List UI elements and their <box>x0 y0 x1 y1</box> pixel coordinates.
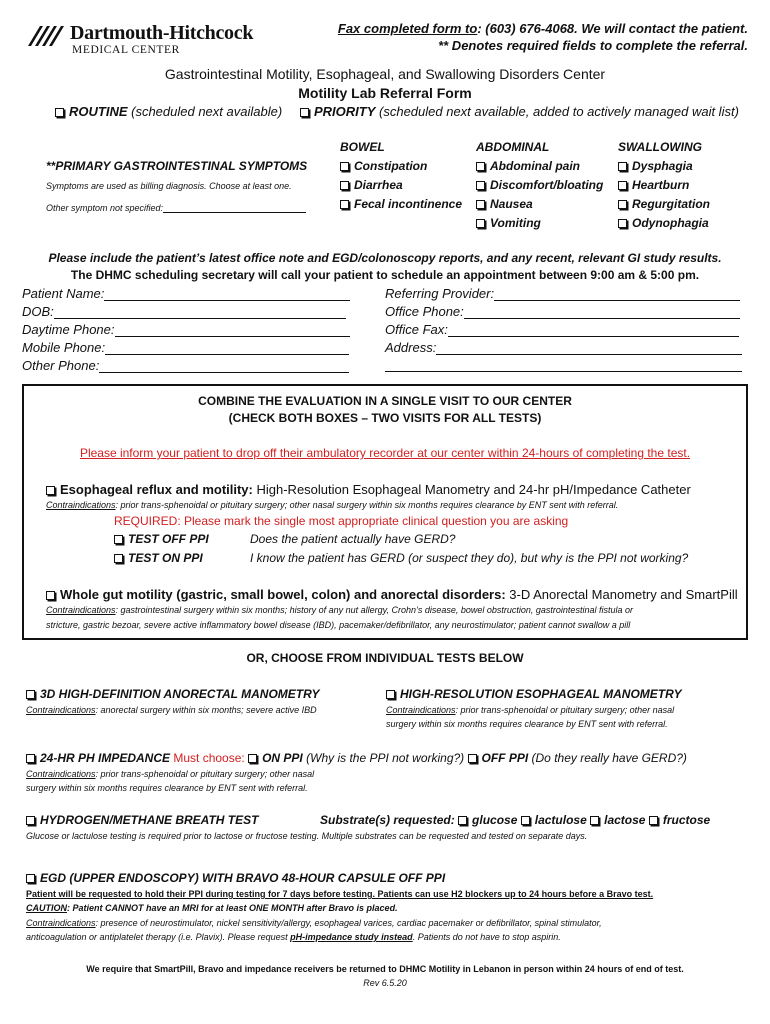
checkbox[interactable] <box>26 816 35 825</box>
checkbox[interactable] <box>618 200 627 209</box>
reflux-checkbox[interactable] <box>46 486 55 495</box>
dob-field[interactable]: DOB: <box>22 304 346 319</box>
address-field[interactable]: Address: <box>385 340 742 355</box>
symptoms-heading: **PRIMARY GASTROINTESTINAL SYMPTOMS <box>46 159 308 173</box>
combined-title: COMBINE THE EVALUATION IN A SINGLE VISIT TO OUR CENTER <box>198 394 572 408</box>
checkbox[interactable] <box>476 219 485 228</box>
checkbox[interactable] <box>26 690 35 699</box>
substrate-label: Substrate(s) requested: <box>320 813 455 827</box>
footer-note: We require that SmartPill, Bravo and impedance receivers be returned to DHMC Motility in Lebanon in person within 24 hours of end of test. <box>86 964 684 974</box>
esophageal-contraindications-2: surgery within six months requires clearance by ENT sent with referral. <box>386 719 668 729</box>
priority-option[interactable] <box>300 104 739 119</box>
individual-heading: OR, CHOOSE FROM INDIVIDUAL TESTS BELOW <box>246 651 524 665</box>
swallowing-option[interactable]: Heartburn <box>618 178 689 192</box>
egd-option[interactable]: EGD (UPPER ENDOSCOPY) WITH BRAVO 48-HOUR CAPSULE OFF PPI <box>26 871 445 885</box>
other-symptom-field[interactable] <box>163 200 306 213</box>
checkbox[interactable] <box>476 200 485 209</box>
input-line[interactable] <box>105 342 349 355</box>
dhmc-logo-mark <box>26 24 68 48</box>
swallowing-option[interactable]: Regurgitation <box>618 197 710 211</box>
breath-test-option[interactable]: HYDROGEN/METHANE BREATH TEST <box>26 813 258 827</box>
off-ppi-question: Does the patient actually have GERD? <box>250 532 456 546</box>
bowel-option[interactable]: Constipation <box>340 159 427 173</box>
ph-contraindications: Contraindications: prior trans-sphenoidal or pituitary surgery; other nasal <box>26 769 315 779</box>
fructose-checkbox[interactable] <box>649 816 658 825</box>
required-question: REQUIRED: Please mark the single most appropriate clinical question you are asking <box>114 514 569 528</box>
anorectal-option[interactable]: 3D HIGH-DEFINITION ANORECTAL MANOMETRY <box>26 687 320 701</box>
address-line-2[interactable] <box>385 359 742 372</box>
must-choose-label: Must choose: <box>173 751 245 765</box>
abdominal-option[interactable]: Abdominal pain <box>476 159 580 173</box>
breath-note: Glucose or lactulose testing is required prior to lactose or fructose testing. Multiple substrates can be requested and tested on separate days. <box>26 831 588 841</box>
reflux-option[interactable] <box>46 482 691 497</box>
checkbox[interactable] <box>340 200 349 209</box>
reflux-desc: High-Resolution Esophageal Manometry and 24-hr pH/Impedance Catheter <box>252 482 691 497</box>
priority-label: PRIORITY <box>314 104 376 119</box>
abdominal-option[interactable]: Vomiting <box>476 216 541 230</box>
input-line[interactable] <box>115 324 350 337</box>
ph-impedance-option[interactable]: 24-HR PH IMPEDANCE Must choose: ON PPI (Why is the PPI not working?) OFF PPI (Do they really have GERD?) <box>26 751 687 765</box>
whole-gut-contraindications: Contraindications: gastrointestinal surgery within six months; history of any nut allergy, Crohn’s disease, bowel obstruction, gastrointestinal fistula or <box>46 605 633 615</box>
checkbox[interactable] <box>340 181 349 190</box>
swallowing-option[interactable]: Dysphagia <box>618 159 693 173</box>
other-symptom-label: Other symptom not specified: <box>46 203 164 213</box>
bowel-header: BOWEL <box>340 140 385 154</box>
other-symptom[interactable] <box>46 200 306 213</box>
checkbox[interactable] <box>618 219 627 228</box>
checkbox[interactable] <box>618 181 627 190</box>
input-line[interactable] <box>54 306 346 319</box>
routine-label: ROUTINE <box>69 104 128 119</box>
esophageal-contraindications: Contraindications: prior trans-sphenoidal or pituitary surgery; other nasal <box>386 705 675 715</box>
fax-note <box>338 21 748 36</box>
ph-on-ppi-checkbox[interactable] <box>248 754 257 763</box>
reflux-contraindications: Contraindications: prior trans-sphenoidal or pituitary surgery; other nasal surgery within six months requires clearance by ENT sent with referral. <box>46 500 619 510</box>
abdominal-option[interactable]: Discomfort/bloating <box>476 178 603 192</box>
input-line[interactable] <box>448 324 739 337</box>
whole-gut-desc: 3-D Anorectal Manometry and SmartPill <box>505 587 738 602</box>
esophageal-manometry-option[interactable]: HIGH-RESOLUTION ESOPHAGEAL MANOMETRY <box>386 687 682 701</box>
caution-note: CAUTION: Patient CANNOT have an MRI for at least ONE MONTH after Bravo is placed. <box>26 903 398 913</box>
priority-note: (scheduled next available, added to actively managed wait list) <box>375 104 739 119</box>
other-phone-field[interactable]: Other Phone: <box>22 358 349 373</box>
bowel-option[interactable]: Fecal incontinence <box>340 197 462 211</box>
combined-subtitle: (CHECK BOTH BOXES – TWO VISITS FOR ALL TESTS) <box>228 411 542 425</box>
off-ppi-option[interactable]: TEST OFF PPI <box>114 532 209 546</box>
referring-provider-field[interactable]: Referring Provider: <box>385 286 740 301</box>
office-fax-field[interactable]: Office Fax: <box>385 322 739 337</box>
fax-rest: : (603) 676-4068. We will contact the patient. <box>477 21 748 36</box>
whole-gut-label: Whole gut motility (gastric, small bowel, colon) and anorectal disorders: <box>60 587 506 602</box>
form-title: Motility Lab Referral Form <box>298 85 472 101</box>
routine-option[interactable] <box>55 104 282 119</box>
routine-note: (scheduled next available) <box>127 104 283 119</box>
on-ppi-question: I know the patient has GERD (or suspect they do), but why is the PPI not working? <box>250 551 689 565</box>
egd-note: Patient will be requested to hold their PPI during testing for 7 days before testing. Patients can use H2 blockers up to 24 hours before a Bravo test. <box>26 889 654 899</box>
ambulatory-note: Please inform your patient to drop off their ambulatory recorder at our center within 24-hours of completing the test. <box>79 446 691 460</box>
glucose-checkbox[interactable] <box>458 816 467 825</box>
abdominal-option[interactable]: Nausea <box>476 197 533 211</box>
reflux-label: Esophageal reflux and motility: <box>60 482 253 497</box>
substrates: Substrate(s) requested: glucose lactulose lactose fructose <box>320 813 711 827</box>
fax-lead: Fax completed form to <box>337 21 478 36</box>
checkbox[interactable] <box>618 162 627 171</box>
whole-gut-option[interactable] <box>46 587 738 602</box>
symptoms-note: Symptoms are used as billing diagnosis. Choose at least one. <box>46 181 292 191</box>
logo-name: Dartmouth-Hitchcock <box>70 22 254 44</box>
daytime-phone-field[interactable]: Daytime Phone: <box>22 322 350 337</box>
office-phone-field[interactable]: Office Phone: <box>385 304 740 319</box>
instructions-line1: Please include the patient’s latest office note and EGD/colonoscopy reports, and any recent, relevant GI study results. <box>48 251 722 265</box>
checkbox[interactable] <box>386 690 395 699</box>
required-note: ** Denotes required fields to complete the referral. <box>438 38 748 53</box>
ph-contraindications-2: surgery within six months requires clearance by ENT sent with referral. <box>26 783 308 793</box>
input-line[interactable] <box>464 306 740 319</box>
input-line[interactable] <box>436 342 742 355</box>
anorectal-contraindications: Contraindications: anorectal surgery within six months; severe active IBD <box>26 705 317 715</box>
abdominal-header: ABDOMINAL <box>476 140 550 154</box>
instructions-line2: The DHMC scheduling secretary will call your patient to schedule an appointment between 9:00 am & 5:00 pm. <box>70 268 700 282</box>
routine-checkbox[interactable] <box>55 108 64 117</box>
input-line[interactable] <box>104 288 350 301</box>
priority-checkbox[interactable] <box>300 108 309 117</box>
swallowing-option[interactable]: Odynophagia <box>618 216 709 230</box>
checkbox[interactable] <box>114 535 123 544</box>
lactose-checkbox[interactable] <box>590 816 599 825</box>
on-ppi-option[interactable]: TEST ON PPI <box>114 551 203 565</box>
checkbox[interactable] <box>340 162 349 171</box>
checkbox[interactable] <box>476 162 485 171</box>
egd-contraindications-2: anticoagulation or antiplatelet therapy (i.e. Plavix). Please request pH-impedance study instead. Patients do not have to stop aspirin. <box>26 932 561 942</box>
ph-checkbox[interactable] <box>26 754 35 763</box>
checkbox[interactable] <box>26 874 35 883</box>
whole-gut-contraindications-2: stricture, gastric bezoar, severe active inflammatory bowel disease (IBD), pacemaker/defibrillator, any neurostimulator; patient cannot swallow a pill <box>46 620 631 630</box>
egd-contraindications: Contraindications: presence of neurostimulator, nickel sensitivity/allergy, esophageal varices, cardiac pacemaker or defibrillator, spinal stimulator, <box>26 918 602 928</box>
center-title: Gastrointestinal Motility, Esophageal, and Swallowing Disorders Center <box>164 66 606 82</box>
mobile-phone-field[interactable]: Mobile Phone: <box>22 340 349 355</box>
whole-gut-checkbox[interactable] <box>46 591 55 600</box>
ph-off-ppi-checkbox[interactable] <box>468 754 477 763</box>
input-line[interactable] <box>494 288 740 301</box>
swallowing-header: SWALLOWING <box>618 140 702 154</box>
lactulose-checkbox[interactable] <box>521 816 530 825</box>
checkbox[interactable] <box>476 181 485 190</box>
checkbox[interactable] <box>114 554 123 563</box>
patient-name-field[interactable]: Patient Name: <box>22 286 350 301</box>
input-line[interactable] <box>99 360 349 373</box>
bowel-option[interactable]: Diarrhea <box>340 178 403 192</box>
logo-sub: MEDICAL CENTER <box>72 44 180 56</box>
revision: Rev 6.5.20 <box>363 978 407 988</box>
